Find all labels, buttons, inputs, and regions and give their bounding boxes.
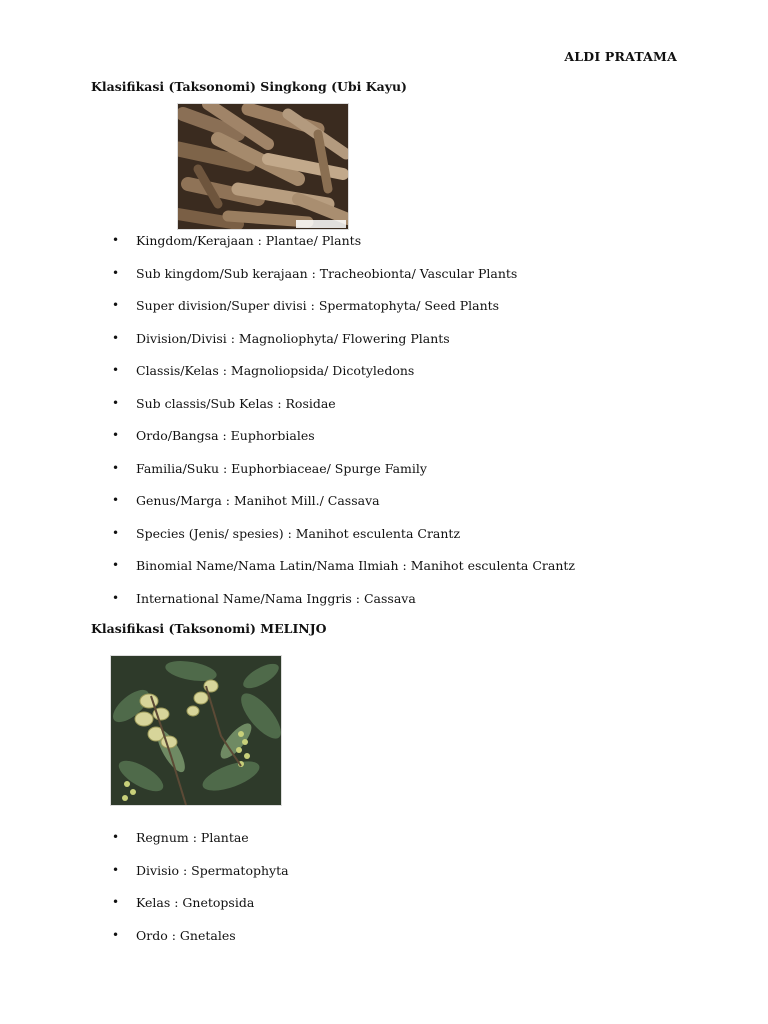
list-item	[0, 895, 289, 928]
author-name: ALDI PRATAMA	[564, 49, 677, 64]
list-item	[0, 830, 289, 863]
list-item	[0, 233, 575, 266]
list-item-text: International Name/Nama Inggris : Cassava	[136, 590, 416, 606]
list-item-text: Division/Divisi : Magnoliophyta/ Flowering Plants	[136, 330, 450, 346]
bullet: •	[112, 363, 120, 377]
bullet: •	[112, 830, 120, 844]
list-item	[0, 928, 289, 961]
bullet: •	[112, 298, 120, 312]
list-item-text: Sub classis/Sub Kelas : Rosidae	[136, 395, 336, 411]
bullet: •	[112, 558, 120, 572]
bullet: •	[112, 895, 120, 909]
list-item-text: Regnum : Plantae	[136, 830, 249, 845]
melinjo-photo	[110, 655, 282, 806]
list-item	[0, 396, 575, 429]
bullet: •	[112, 525, 120, 540]
list-item-text: Super division/Super divisi : Spermatophyta/ Seed Plants	[136, 298, 500, 313]
bullet: •	[112, 460, 120, 475]
cassava-photo	[177, 103, 349, 230]
list-item	[0, 331, 575, 364]
list-item-text: Kelas : Gnetopsida	[136, 895, 255, 910]
list-item	[0, 363, 575, 396]
list-item-text: Species (Jenis/ spesies) : Manihot esculenta Crantz	[136, 525, 461, 541]
melinjo-taxonomy-list	[0, 830, 289, 960]
list-item	[0, 558, 575, 591]
list-item-text: Genus/Marga : Manihot Mill./ Cassava	[136, 493, 380, 508]
list-item	[0, 428, 575, 461]
bullet: •	[112, 590, 120, 605]
section-title-melinjo: Klasifikasi (Taksonomi) MELINJO	[91, 621, 327, 636]
section-title-singkong: Klasifikasi (Taksonomi) Singkong (Ubi Kayu)	[91, 79, 407, 94]
list-item-text: Familia/Suku : Euphorbiaceae/ Spurge Family	[136, 460, 427, 476]
list-item-text: Divisio : Spermatophyta	[136, 862, 289, 878]
list-item-text: Classis/Kelas : Magnoliopsida/ Dicotyledons	[136, 363, 415, 378]
list-item	[0, 591, 575, 624]
bullet: •	[112, 265, 120, 280]
list-item	[0, 493, 575, 526]
bullet: •	[112, 493, 120, 507]
list-item	[0, 863, 289, 896]
list-item	[0, 298, 575, 331]
bullet: •	[112, 428, 120, 442]
list-item-text: Ordo : Gnetales	[136, 927, 236, 943]
list-item-text: Ordo/Bangsa : Euphorbiales	[136, 428, 315, 443]
bullet: •	[112, 233, 120, 247]
singkong-taxonomy-list	[0, 233, 575, 623]
list-item-text: Sub kingdom/Sub kerajaan : Tracheobionta/ Vascular Plants	[136, 265, 518, 281]
bullet: •	[112, 330, 120, 345]
bullet: •	[112, 927, 120, 942]
bullet: •	[112, 395, 120, 410]
list-item	[0, 526, 575, 559]
list-item-text: Kingdom/Kerajaan : Plantae/ Plants	[136, 233, 362, 248]
list-item	[0, 461, 575, 494]
bullet: •	[112, 862, 120, 877]
list-item-text: Binomial Name/Nama Latin/Nama Ilmiah : Manihot esculenta Crantz	[136, 558, 575, 573]
list-item	[0, 266, 575, 299]
